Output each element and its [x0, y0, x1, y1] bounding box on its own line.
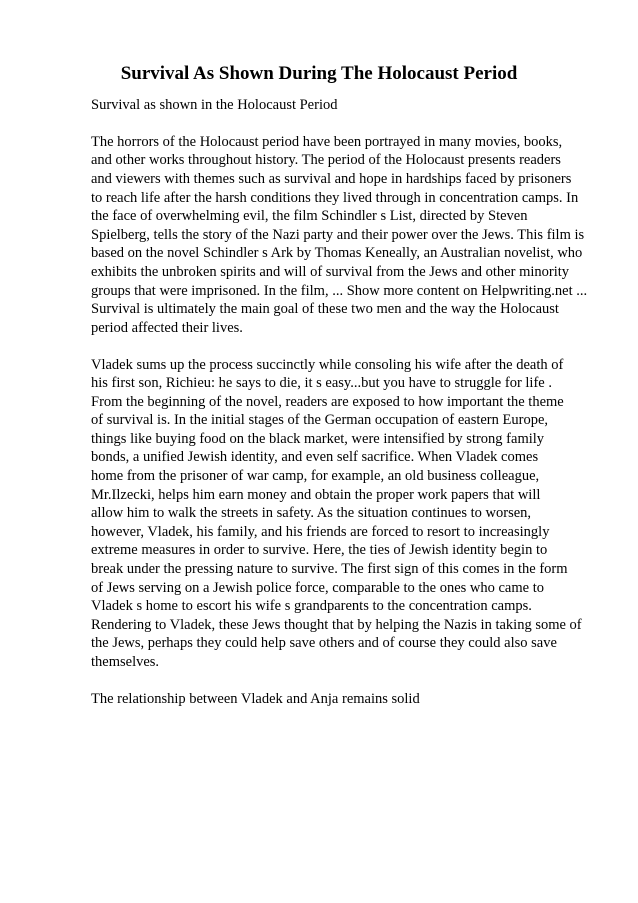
paragraph-gap [91, 337, 611, 355]
document-subtitle: Survival as shown in the Holocaust Period [91, 97, 338, 113]
paragraph-3 [91, 690, 611, 709]
paragraph-line: based on the novel Schindler s Ark by Thomas Keneally, an Australian novelist, who [91, 245, 583, 262]
paragraph-line: Vladek s home to escort his wife s grandparents to the concentration camps. [91, 598, 532, 615]
paragraph-1 [91, 133, 611, 338]
paragraph-line: however, Vladek, his family, and his friends are forced to resort to increasingly [91, 523, 550, 540]
document-body [91, 96, 611, 708]
paragraph-line: break under the pressing nature to survive. The first sign of this comes in the form [91, 561, 568, 578]
document-title: Survival As Shown During The Holocaust Period [120, 63, 518, 84]
paragraph-line: Vladek sums up the process succinctly while consoling his wife after the death of [91, 356, 564, 373]
paragraph-line: themselves. [91, 654, 160, 670]
paragraph-line: and viewers with themes such as survival and hope in hardships faced by prisoners [91, 170, 572, 187]
paragraph-line: Mr.Ilzecki, helps him earn money and obtain the proper work papers that will [91, 486, 541, 503]
paragraph-gap [91, 672, 611, 690]
paragraph-line: the face of overwhelming evil, the film Schindler s List, directed by Steven [91, 208, 528, 225]
paragraph-line: The relationship between Vladek and Anja remains solid [91, 690, 420, 707]
paragraph-2 [91, 356, 611, 672]
paragraph-line: of survival is. In the initial stages of the German occupation of eastern Europe, [91, 412, 549, 429]
paragraph-line: period affected their lives. [91, 319, 243, 336]
paragraph-line: groups that were imprisoned. In the film, ... Show more content on Helpwriting.net ... [91, 282, 588, 299]
paragraph-line: From the beginning of the novel, readers are exposed to how important the theme [91, 393, 564, 410]
paragraph-line: Spielberg, tells the story of the Nazi party and their power over the Jews. This film is [91, 226, 585, 243]
paragraph-line: and other works throughout history. The period of the Holocaust presents readers [91, 152, 561, 169]
paragraph-line: the Jews, perhaps they could help save others and of course they could also save [91, 635, 557, 652]
paragraph-line: to reach life after the harsh conditions they lived through in concentration camps. In [91, 189, 579, 206]
paragraph-line: extreme measures in order to survive. Here, the ties of Jewish identity begin to [91, 542, 548, 559]
paragraph-line: Rendering to Vladek, these Jews thought that by helping the Nazis in taking some of [91, 616, 582, 633]
paragraph-line: his first son, Richieu: he says to die, it s easy...but you have to struggle for life . [91, 375, 552, 392]
paragraph-line: allow him to walk the streets in safety. As the situation continues to worsen, [91, 505, 532, 522]
paragraph-line: Survival is ultimately the main goal of these two men and the way the Holocaust [91, 301, 559, 318]
paragraph-line: things like buying food on the black market, were intensified by strong family [91, 430, 545, 447]
paragraph-gap [91, 115, 611, 133]
paragraph-line: exhibits the unbroken spirits and will of survival from the Jews and other minority [91, 263, 570, 280]
paragraph-line: of Jews serving on a Jewish police force, comparable to the ones who came to [91, 579, 544, 596]
paragraph-line: The horrors of the Holocaust period have been portrayed in many movies, books, [91, 133, 563, 150]
paragraph-line: bonds, a unified Jewish identity, and even self sacrifice. When Vladek comes [91, 449, 539, 466]
paragraph-line: home from the prisoner of war camp, for example, an old business colleague, [91, 468, 540, 485]
